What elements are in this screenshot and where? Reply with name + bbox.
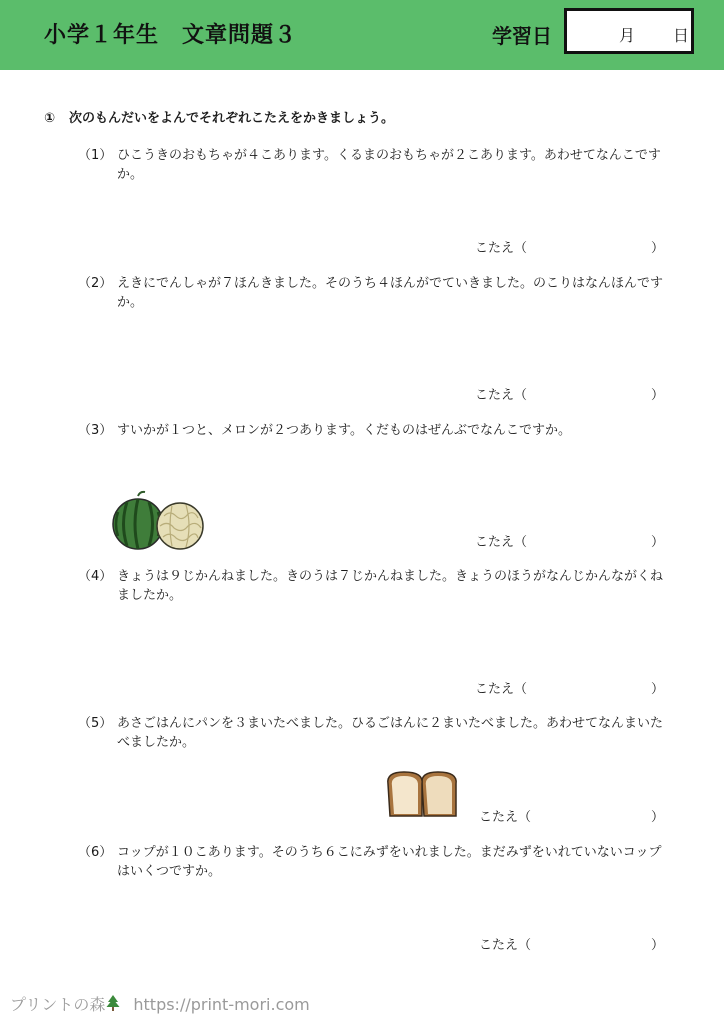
problem-text: きょうは９じかんねました。きのうは７じかんねました。きょうのほうがなんじかんながくねましたか。 <box>117 569 664 603</box>
instruction-text: 次のもんだいをよんでそれぞれこたえをかきましょう。 <box>69 111 395 126</box>
problem-6 <box>78 843 674 881</box>
problem-number: （4） <box>78 569 113 584</box>
problem-number: （6） <box>78 845 113 860</box>
instruction-number: ① <box>44 111 56 126</box>
answer-5 <box>479 806 665 825</box>
answer-label: こたえ（ <box>475 388 528 403</box>
problem-number: （3） <box>78 423 113 438</box>
header-bar <box>0 0 724 70</box>
problem-number: （1） <box>78 148 113 163</box>
tree-icon <box>105 994 121 1016</box>
answer-label: こたえ（ <box>475 241 528 256</box>
melon-icon <box>156 500 204 556</box>
answer-close: ） <box>651 388 665 403</box>
instruction <box>44 107 394 126</box>
problem-5 <box>78 714 674 752</box>
answer-close: ） <box>651 241 665 256</box>
answer-6 <box>479 934 665 953</box>
answer-close: ） <box>651 682 665 697</box>
page-title: 小学１年生 文章問題３ <box>44 23 298 48</box>
date-label: 学習日 <box>492 24 552 48</box>
problem-2 <box>78 274 674 312</box>
problem-text: すいかが１つと、メロンが２つあります。くだものはぜんぶでなんこですか。 <box>117 423 571 438</box>
day-label: 日 <box>673 26 690 45</box>
footer <box>10 992 310 1016</box>
problem-number: （5） <box>78 716 113 731</box>
problem-text: えきにでんしゃが７ほんきました。そのうち４ほんがでていきました。のこりはなんほんですか。 <box>117 276 664 310</box>
answer-1 <box>475 237 665 256</box>
answer-2 <box>475 384 665 403</box>
footer-url[interactable]: https://print-mori.com <box>133 995 310 1014</box>
problem-3 <box>78 421 674 440</box>
bread-icon <box>386 770 462 824</box>
problem-text: あさごはんにパンを３まいたべました。ひるごはんに２まいたべました。あわせてなんまいたべましたか。 <box>117 716 664 750</box>
answer-label: こたえ（ <box>479 938 532 953</box>
answer-label: こたえ（ <box>475 535 528 550</box>
problem-number: （2） <box>78 276 113 291</box>
answer-label: こたえ（ <box>475 682 528 697</box>
answer-close: ） <box>651 810 665 825</box>
problem-text: ひこうきのおもちゃが４こあります。くるまのおもちゃが２こあります。あわせてなんこですか。 <box>117 148 661 182</box>
footer-brand: プリントの森 <box>10 995 106 1014</box>
answer-3 <box>475 531 665 550</box>
problem-4 <box>78 567 674 605</box>
problem-1 <box>78 146 674 184</box>
answer-4 <box>475 678 665 697</box>
date-box <box>564 8 694 54</box>
answer-label: こたえ（ <box>479 810 532 825</box>
problem-text: コップが１０こあります。そのうち６こにみずをいれました。まだみずをいれていないコップはいくつですか。 <box>117 845 662 879</box>
answer-close: ） <box>651 938 665 953</box>
answer-close: ） <box>651 535 665 550</box>
month-label: 月 <box>619 26 636 45</box>
